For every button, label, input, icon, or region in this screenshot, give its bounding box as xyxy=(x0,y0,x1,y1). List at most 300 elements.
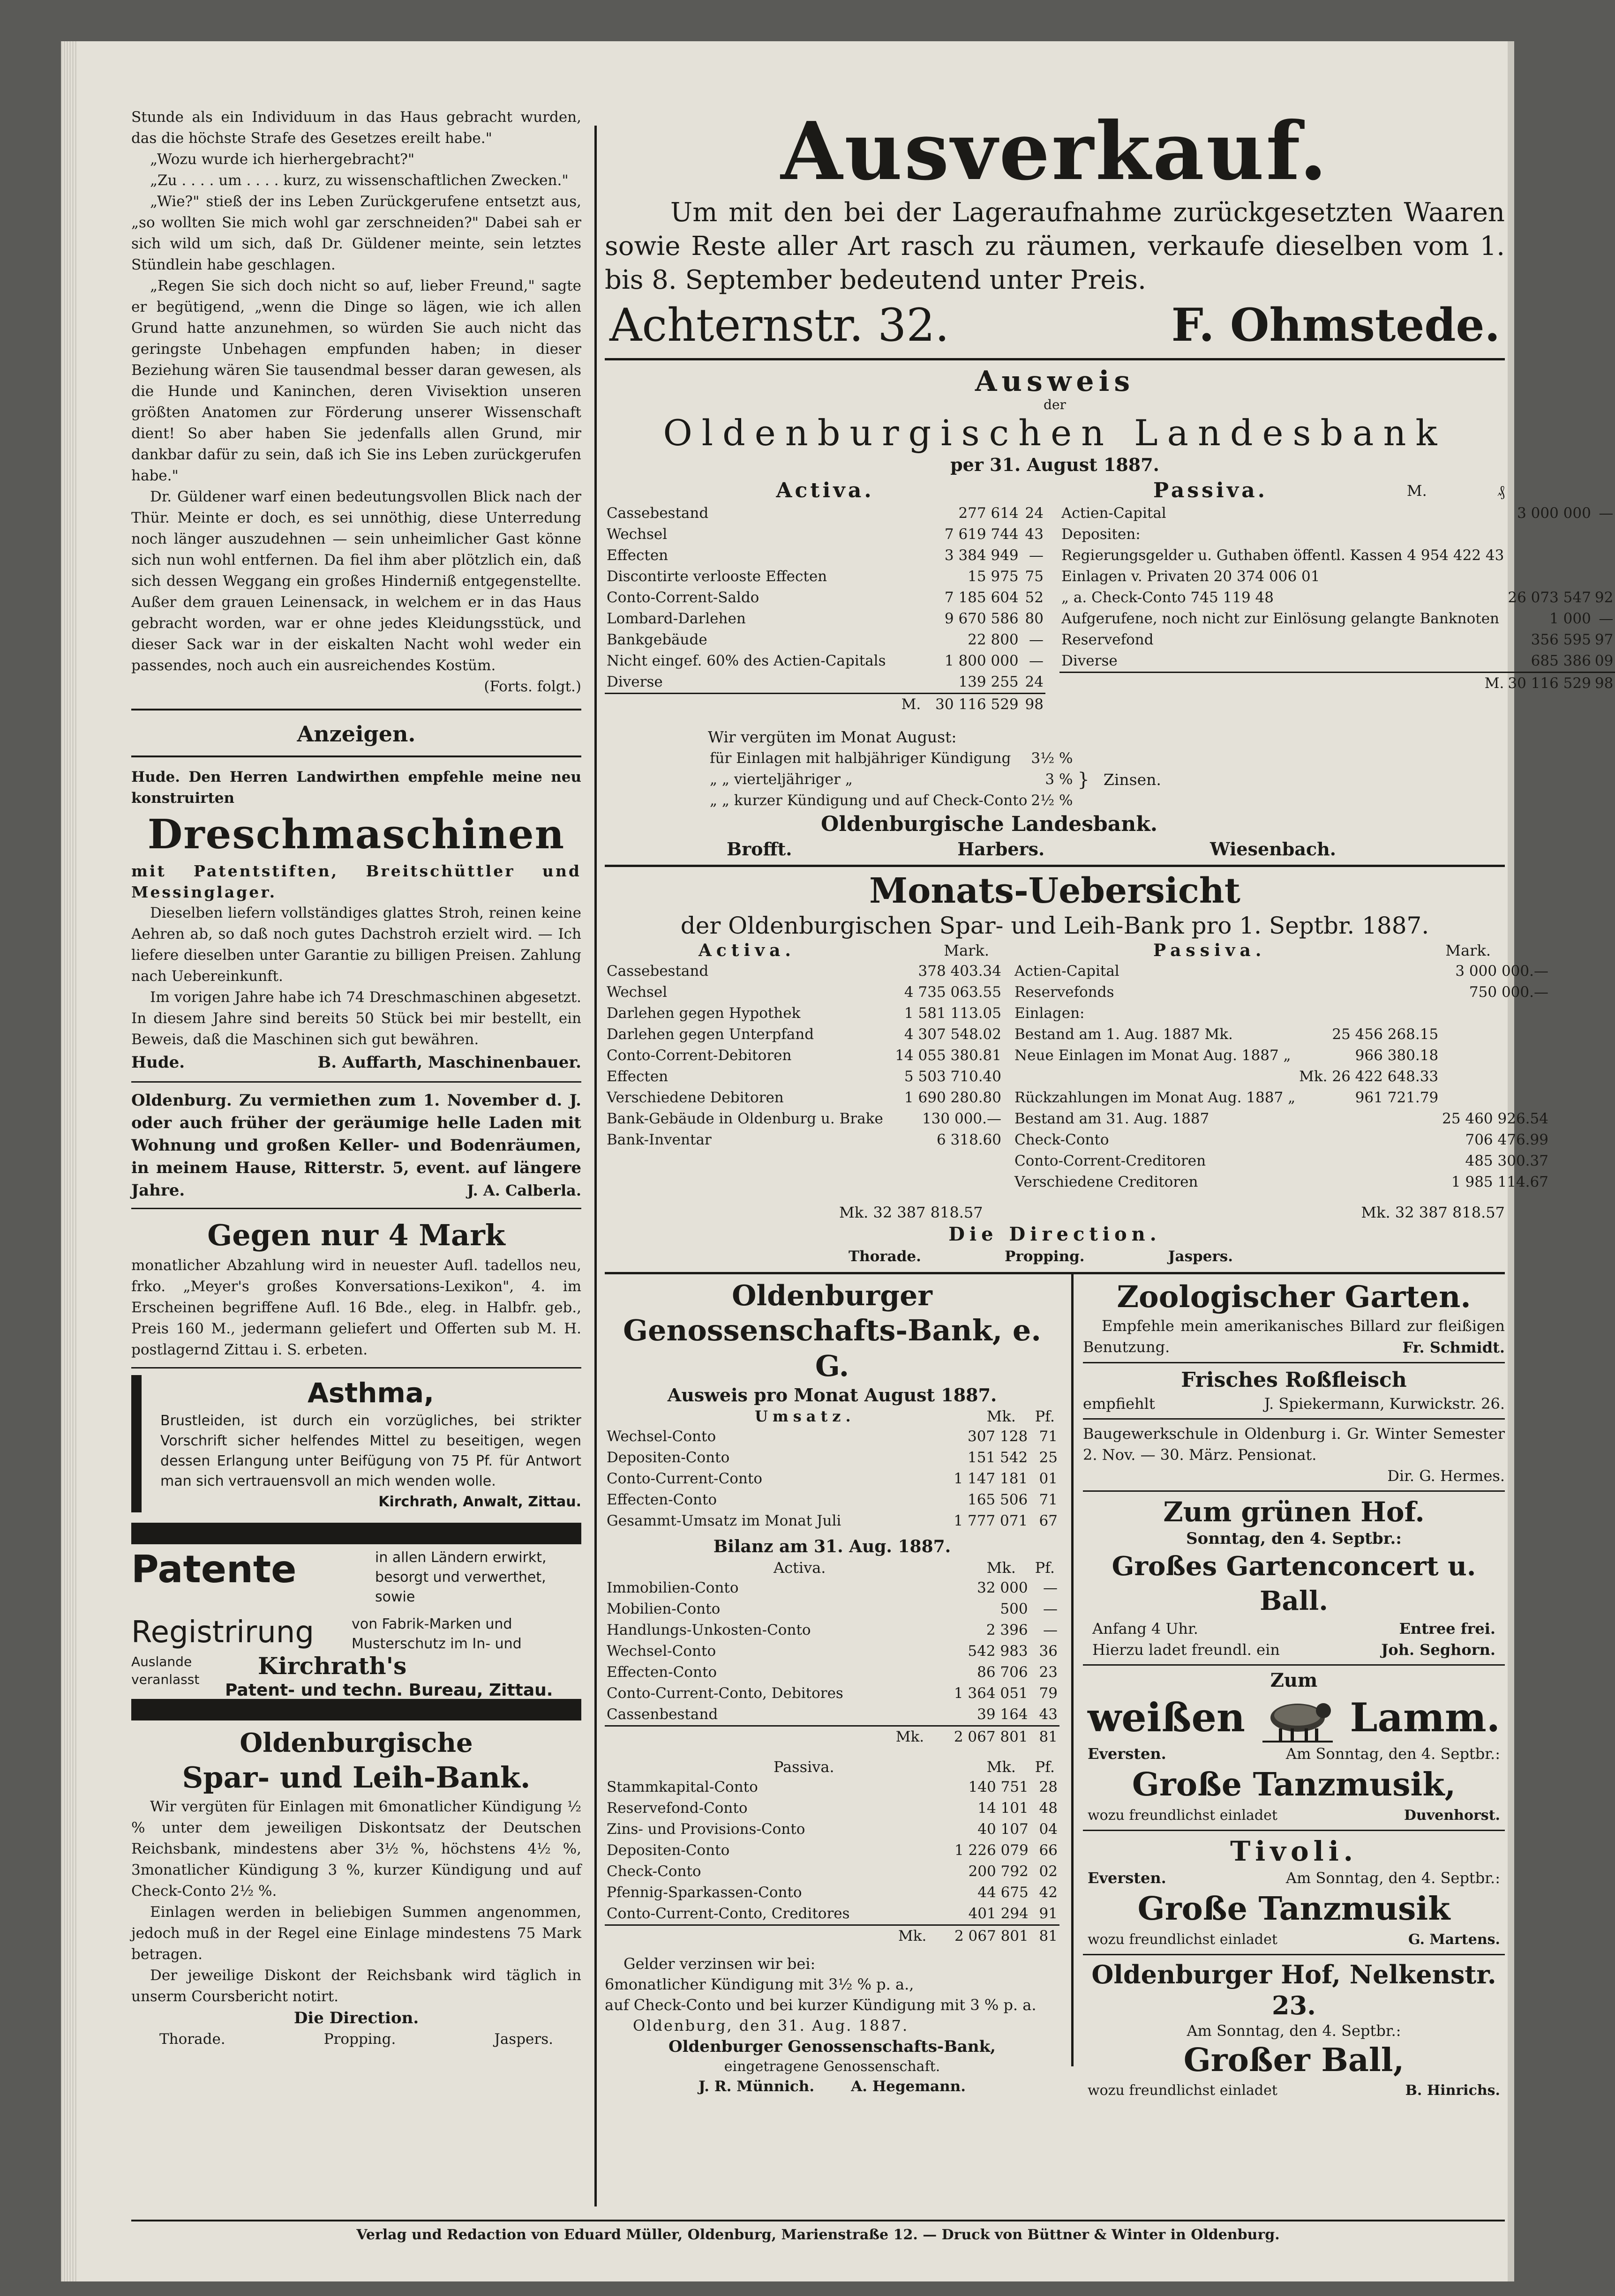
table-row xyxy=(1059,629,1615,651)
row-label: Effecten-Conto xyxy=(607,1491,717,1508)
divider xyxy=(1083,1830,1505,1831)
footer-line: auf Check-Conto und bei kurzer Kündigung mit 3 % p. a. xyxy=(605,1996,1037,2014)
row-label: Neue Einlagen im Monat Aug. 1887 „ xyxy=(1014,1047,1291,1064)
row-label: Conto-Corrent-Saldo xyxy=(607,589,759,606)
table-row xyxy=(605,545,1045,566)
row-pfennig: 75 xyxy=(1025,568,1044,585)
total-label: M. xyxy=(901,696,921,713)
ad-border-bar xyxy=(131,1523,581,1544)
unit-mk: Mk. xyxy=(986,1758,1016,1776)
row-label: Bank-Gebäude in Oldenburg u. Brake xyxy=(607,1110,883,1127)
ad-title: Oldenburgische xyxy=(240,1728,473,1758)
ad-title: Oldenburger Hof, Nelkenstr. 23. xyxy=(1091,1959,1496,2020)
ad-text: Wir vergüten für Einlagen mit 6monatlicher Kündigung ½ % unter dem jeweiligen Diskontsatz der Deutschen Reichsbank, mindestens aber 3½ %, höchstens 4½ %, 3monatlicher Kündigung 3 %, kurzer Kündigung und auf Check-Conto 2½ %. xyxy=(131,1798,581,1900)
row-mark: 139 255 xyxy=(958,673,1019,690)
ad-signature: Joh. Seghorn. xyxy=(1381,1641,1495,1659)
row-mark xyxy=(1506,545,1593,566)
row-label: Wechsel-Conto xyxy=(607,1428,716,1445)
table-row xyxy=(605,587,1045,608)
activa-heading: Activa. xyxy=(699,941,796,960)
row-mark: 685 386 xyxy=(1531,652,1591,669)
row-label: Reservefonds xyxy=(1014,984,1114,1001)
right-column xyxy=(605,105,1614,2221)
row-value xyxy=(1440,1024,1550,1045)
row-label: Effecten xyxy=(607,547,669,564)
ad-headline-2: Registrirung xyxy=(131,1615,314,1650)
row-label: Diverse xyxy=(607,673,663,690)
ad-text: Empfehle mein amerikanisches Billard zur fleißigen Benutzung. xyxy=(1083,1317,1505,1356)
ad-baugewerkschule xyxy=(1083,1423,1505,1487)
ad-sparbank xyxy=(131,1727,581,2050)
row-label: Wechsel xyxy=(607,984,668,1001)
row-value: 706 476.99 xyxy=(1465,1131,1548,1148)
ad-text: wozu freundlichst einladet xyxy=(1088,2082,1277,2099)
ad-intro: Hude. Den Herren Landwirthen empfehle meine neu konstruirten xyxy=(131,769,581,807)
signatory: Thorade. xyxy=(849,1248,921,1265)
row-label: Conto-Current-Conto, Creditores xyxy=(607,1905,850,1922)
statement-title: Oldenburger xyxy=(732,1279,932,1312)
row-label: Immobilien-Conto xyxy=(607,1579,739,1596)
row-label: Check-Conto xyxy=(607,1863,701,1880)
ad-signature: Dir. G. Hermes. xyxy=(1387,1467,1505,1485)
row-value: 25 460 926.54 xyxy=(1442,1110,1548,1127)
table-row xyxy=(605,629,1045,651)
table-row xyxy=(605,1489,1059,1511)
divider xyxy=(131,1367,581,1369)
row-label: Depositen: xyxy=(1061,526,1141,543)
row-sub xyxy=(1297,982,1440,1003)
ad-text: monatlicher Abzahlung wird in neuester Aufl. tadellos neu, frko. „Meyer's großes Konversations-Lexikon", 4. im Erscheinen begriffene Aufl. 16 Bde., eleg. in Halbfr. geb., Preis 160 M., jedermann geliefert und Offerten sub M. H. postlagernd Zittau i. S. erbeten. xyxy=(131,1257,581,1358)
row-pfennig: — xyxy=(1043,1579,1058,1596)
ad-address: Achternstr. 32. xyxy=(609,299,949,352)
ad-title: Frisches Roßfleisch xyxy=(1181,1368,1407,1392)
signatory: Jaspers. xyxy=(494,2031,553,2048)
row-value xyxy=(1440,1045,1550,1066)
statement-direction: Die Direction. xyxy=(948,1223,1161,1245)
row-pfennig: 24 xyxy=(1025,505,1044,522)
row-pfennig: 09 xyxy=(1594,652,1614,669)
row-pfennig: 43 xyxy=(1025,526,1044,543)
row-mark: 1 800 000 xyxy=(944,652,1019,669)
signatory: Harbers. xyxy=(957,838,1045,860)
divider xyxy=(1083,1362,1505,1363)
inner-column-divider xyxy=(1071,1274,1074,2066)
row-pfennig: 04 xyxy=(1039,1821,1058,1838)
row-mark: 15 975 xyxy=(968,568,1019,585)
ad-signature: Kirchrath, Anwalt, Zittau. xyxy=(378,1494,581,1510)
row-value: 4 735 063.55 xyxy=(904,984,1001,1001)
table-row xyxy=(605,1662,1059,1683)
ad-side-text: von Fabrik-Marken und Musterschutz im In- und xyxy=(352,1616,522,1652)
row-mark: 140 751 xyxy=(968,1779,1029,1795)
ad-date: Sonntag, den 4. Septbr.: xyxy=(1186,1529,1402,1548)
footer-bank: Oldenburger Genossenschafts-Bank, xyxy=(669,2037,996,2056)
table-row xyxy=(1013,1129,1550,1151)
statement-subtitle: Ausweis pro Monat August 1887. xyxy=(667,1384,997,1406)
story-line: „Wozu wurde ich hierhergebracht?" xyxy=(150,151,415,168)
ad-title: Ausverkauf. xyxy=(781,105,1329,198)
ad-text: Baugewerkschule in Oldenburg i. Gr. Winter Semester 2. Nov. — 30. März. Pensionat. xyxy=(1083,1425,1505,1464)
row-value: 6 318.60 xyxy=(936,1131,1001,1148)
row-pfennig: 92 xyxy=(1594,589,1614,606)
row-mark: 9 670 586 xyxy=(944,610,1019,627)
activa-block xyxy=(605,479,1045,715)
row-label: Darlehen gegen Hypothek xyxy=(607,1005,801,1022)
table-row xyxy=(1059,524,1615,545)
ad-text: Der jeweilige Diskont der Reichsbank wird täglich in unserm Coursbericht notirt. xyxy=(131,1967,581,2005)
divider xyxy=(131,709,581,710)
row-mark: 356 595 xyxy=(1531,631,1591,648)
total-pfennig: 81 xyxy=(1039,1728,1058,1745)
table-row xyxy=(1013,982,1550,1003)
ad-headline: Patente xyxy=(131,1548,297,1591)
total-mark: 2 067 801 xyxy=(954,1928,1029,1944)
row-value: 1 985 114.67 xyxy=(1451,1174,1548,1190)
table-row xyxy=(605,651,1045,672)
ad-title-right: Lamm. xyxy=(1350,1694,1500,1741)
ad-foot: Auslande veranlasst xyxy=(131,1654,200,1687)
ad-event: Großer Ball, xyxy=(1183,2042,1405,2079)
row-label: Check-Conto xyxy=(1014,1131,1109,1148)
row-value: 378 403.34 xyxy=(918,963,1001,980)
row-label: Conto-Corrent-Debitoren xyxy=(607,1047,792,1064)
ad-signature: G. Martens. xyxy=(1408,1931,1500,1948)
total-label: Mk. xyxy=(895,1728,924,1745)
activa-block xyxy=(605,940,1003,1193)
row-value xyxy=(1440,1003,1550,1024)
row-label: Discontirte verlooste Effecten xyxy=(607,568,827,585)
table-row xyxy=(605,1108,1003,1129)
row-pfennig: 80 xyxy=(1025,610,1044,627)
row-sub xyxy=(1297,961,1440,982)
story-line: Stunde als ein Individuum in das Haus gebracht wurden, das die höchste Strafe des Gesetzes ereilt habe." xyxy=(131,109,581,147)
ad-place: Hude. xyxy=(131,1053,185,1072)
row-pfennig xyxy=(1593,566,1615,587)
row-label: Bank-Inventar xyxy=(607,1131,712,1148)
row-mark: 39 164 xyxy=(977,1706,1028,1723)
row-label: Verschiedene Debitoren xyxy=(607,1089,784,1106)
ad-rossfleisch xyxy=(1083,1367,1505,1414)
rates-intro: Wir vergüten im Monat August: xyxy=(708,728,957,746)
row-pfennig: 52 xyxy=(1025,589,1044,606)
section-heading: Passiva. xyxy=(774,1758,834,1776)
row-mark: 542 983 xyxy=(968,1643,1028,1660)
ad-body: Dieselben liefern vollständiges glattes Stroh, reinen keine Aehren ab, so daß noch gutes Dachstroh erzielt wird. — Ich liefere dieselben unter Garantie zu billigen Preisen. Zahlung nach Uebereinkunft. xyxy=(131,905,581,985)
ad-zoo xyxy=(1083,1279,1505,1358)
row-pfennig: 24 xyxy=(1025,673,1044,690)
monats-uebersicht xyxy=(605,871,1548,1267)
ad-signature: J. A. Calberla. xyxy=(466,1182,581,1199)
story-line: „Zu . . . . um . . . . kurz, zu wissenschaftlichen Zwecken." xyxy=(150,172,569,189)
row-label xyxy=(1013,1066,1297,1087)
table-row xyxy=(1013,1045,1550,1066)
statement-title: Ausweis xyxy=(975,365,1135,398)
table-row xyxy=(605,1903,1059,1925)
passiva-block xyxy=(1059,479,1614,715)
row-sub: Mk. 26 422 648.33 xyxy=(1299,1068,1439,1085)
story-line: „Wie?" stieß der ins Leben Zurückgerufene entsetzt aus, „so wollten Sie mich wohl gar zerschneiden?" Dabei sah er sich wild um sich, daß Dr. Güldener meinte, sein letztes Stündlein habe geschlagen. xyxy=(131,193,581,273)
row-value xyxy=(1440,1087,1550,1108)
row-pfennig: 48 xyxy=(1039,1800,1058,1817)
row-value: 5 503 710.40 xyxy=(904,1068,1001,1085)
bank-signature: Oldenburgische Landesbank. xyxy=(820,812,1158,836)
row-mark: 1 000 xyxy=(1549,610,1591,627)
row-label: Conto-Corrent-Creditoren xyxy=(1014,1152,1206,1169)
signatory: Wiesenbach. xyxy=(1209,838,1336,860)
row-label: Lombard-Darlehen xyxy=(607,610,746,627)
row-label: Cassenbestand xyxy=(607,1706,718,1723)
total-mark: 30 116 529 xyxy=(935,696,1019,713)
row-value xyxy=(1440,1066,1550,1087)
row-value: 3 000 000.— xyxy=(1455,963,1548,980)
lamb-icon xyxy=(1258,1692,1337,1743)
unit-mark: M. xyxy=(1406,482,1427,500)
row-pfennig: 36 xyxy=(1039,1643,1058,1660)
table-row xyxy=(605,1087,1003,1108)
genossenschaft-statement xyxy=(605,1279,1059,2097)
signatory: Jaspers. xyxy=(1168,1248,1233,1265)
row-mark: 2 396 xyxy=(986,1622,1028,1638)
row-pfennig: — xyxy=(1043,1622,1058,1638)
divider xyxy=(131,755,581,757)
rate-value: 3½ % xyxy=(1031,750,1073,767)
ad-direction: Die Direction. xyxy=(293,2009,419,2027)
divider xyxy=(131,1208,581,1209)
statement-der: der xyxy=(1044,397,1066,412)
row-mark: 151 542 xyxy=(967,1449,1028,1466)
row-pfennig: 42 xyxy=(1039,1884,1058,1901)
ad-text: empfiehlt xyxy=(1083,1395,1155,1413)
row-pfennig: — xyxy=(1599,610,1614,627)
rate-label: „ „ kurzer Kündigung und auf Check-Conto xyxy=(710,792,1028,809)
section-heading: Bilanz am 31. Aug. 1887. xyxy=(713,1537,951,1556)
row-mark: 500 xyxy=(1000,1600,1028,1617)
ad-ausverkauf xyxy=(605,107,1505,353)
table-row xyxy=(605,1840,1059,1861)
story-continued: (Forts. folgt.) xyxy=(484,678,581,695)
total-pfennig: 98 xyxy=(1594,675,1614,692)
signatory: Propping. xyxy=(323,2031,396,2048)
left-column xyxy=(131,107,581,2216)
ad-firm: F. Ohmstede. xyxy=(1171,299,1500,352)
ad-side-text: in allen Ländern erwirkt, besorgt und verwerthet, sowie xyxy=(375,1549,547,1605)
row-mark: 165 506 xyxy=(967,1491,1028,1508)
row-label: Aufgerufene, noch nicht zur Einlösung gelangte Banknoten xyxy=(1061,610,1500,627)
table-row xyxy=(708,790,1074,811)
row-pfennig: — xyxy=(1599,505,1614,522)
ad-date: Am Sonntag, den 4. Septbr.: xyxy=(1285,1869,1500,1887)
table-row xyxy=(605,1129,1003,1151)
ad-place: Eversten. xyxy=(1088,1869,1166,1887)
row-label: Wechsel-Conto xyxy=(607,1643,716,1660)
row-mark: 40 107 xyxy=(977,1821,1029,1838)
unit-pf: Pf. xyxy=(1035,1407,1055,1425)
table-row xyxy=(605,524,1045,545)
table-row xyxy=(1059,503,1615,524)
ad-tivoli xyxy=(1083,1835,1505,1950)
table-row xyxy=(605,1599,1059,1620)
imprint: Verlag und Redaction von Eduard Müller, Oldenburg, Marienstraße 12. — Druck von Büttner & Winter in Oldenburg. xyxy=(356,2227,1280,2243)
row-pfennig: — xyxy=(1029,547,1044,564)
table-row xyxy=(605,1819,1059,1840)
row-label: Nicht eingef. 60% des Actien-Capitals xyxy=(607,652,886,669)
table-row xyxy=(605,608,1045,629)
statement-title-2: Genossenschafts-Bank, e. G. xyxy=(623,1313,1041,1383)
total-pfennig: 98 xyxy=(1025,696,1044,713)
activa-total: Mk. 32 387 818.57 xyxy=(839,1204,983,1221)
total-row xyxy=(605,694,1045,716)
ad-dreschmaschinen xyxy=(131,767,581,1075)
row-mark: 7 185 604 xyxy=(944,589,1019,606)
passiva-heading: Passiva. xyxy=(1153,941,1266,960)
table-row xyxy=(605,1024,1003,1045)
ad-text: wozu freundlichst einladet xyxy=(1088,1931,1277,1948)
ad-border-bar xyxy=(131,1699,581,1720)
ad-weissen-lamm xyxy=(1083,1669,1505,1826)
ad-title-2: Spar- und Leih-Bank. xyxy=(182,1760,531,1795)
row-label: Conto-Current-Conto, Debitores xyxy=(607,1685,843,1702)
anzeigen-heading: Anzeigen. xyxy=(297,721,416,747)
ad-headline: Asthma, xyxy=(307,1377,435,1409)
row-label: Reservefond-Conto xyxy=(607,1800,748,1817)
ad-zum: Zum xyxy=(1270,1669,1318,1691)
row-label: Effecten xyxy=(607,1068,669,1085)
table-row xyxy=(605,1045,1003,1066)
brace: } xyxy=(1077,769,1089,791)
small-ads-column xyxy=(1083,1279,1505,2101)
ad-headline: Dreschmaschinen xyxy=(147,811,565,858)
ad-text: Oldenburg. Zu vermiethen zum 1. November d. J. oder auch früher der geräumige helle Laden mit Wohnung und großen Keller- und Bodenräumen, in meinem Hause, Ritterstr. 5, event. auf längere Jahre. xyxy=(131,1091,581,1200)
row-mark: 1 147 181 xyxy=(954,1470,1028,1487)
ad-body: Im vorigen Jahre habe ich 74 Dreschmaschinen abgesetzt. In diesem Jahre sind bereits 50 Stück bei mir bestellt, ein Beweis, daß die Maschinen sich gut bewähren. xyxy=(131,989,581,1048)
table-row xyxy=(605,672,1045,694)
table-row xyxy=(1059,566,1615,587)
activa-heading: Activa. xyxy=(776,479,874,502)
rate-value: 2½ % xyxy=(1031,792,1073,809)
row-mark xyxy=(1506,524,1593,545)
statement-date: per 31. August 1887. xyxy=(950,454,1159,475)
row-sub xyxy=(1297,1172,1440,1193)
table-row xyxy=(1059,545,1615,566)
row-value: 1 690 280.80 xyxy=(904,1089,1001,1106)
ad-signature: Duvenhorst. xyxy=(1404,1807,1500,1824)
divider xyxy=(1083,1954,1505,1955)
row-sub xyxy=(1297,1108,1440,1129)
row-value: 130 000.— xyxy=(922,1110,1001,1127)
ad-event: Großes Gartenconcert u. Ball. xyxy=(1112,1551,1476,1616)
ad-title: Zum grünen Hof. xyxy=(1163,1496,1425,1528)
row-mark: 22 800 xyxy=(968,631,1019,648)
row-mark: 14 101 xyxy=(977,1800,1029,1817)
row-mark: 1 226 079 xyxy=(954,1842,1029,1859)
ad-text: Hierzu ladet freundl. ein xyxy=(1092,1641,1280,1659)
row-mark: 200 792 xyxy=(968,1863,1029,1880)
table-row xyxy=(1013,1172,1550,1193)
ad-signature: Fr. Schmidt. xyxy=(1402,1339,1505,1356)
story-line: „Regen Sie sich doch nicht so auf, lieber Freund," sagte er begütigend, „wenn die Dinge so lägen, wie ich allen Grund hatte anzunehmen, so würden Sie auch nicht das geringste Unbehagen empfunden haben; in dieser Beziehung wären Sie tausendmal besser daran gewesen, als die Hunde und Kaninchen, deren Vivisektion unseren größten Anatomen zur Förderung unserer Wissenschaft dient! So aber haben Sie jedenfalls allen Grund, mir dankbar dafür zu sein, daß ich Sie ins Leben zurückgerufen habe." xyxy=(131,277,581,484)
ad-signature: B. Hinrichs. xyxy=(1405,2082,1500,2099)
row-pfennig xyxy=(1593,545,1615,566)
table-row xyxy=(605,503,1045,524)
ad-text: wozu freundlichst einladet xyxy=(1088,1807,1277,1824)
total-pfennig: 81 xyxy=(1039,1928,1058,1944)
row-label: Einlagen: xyxy=(1014,1005,1085,1022)
row-sub: 966 380.18 xyxy=(1355,1047,1439,1064)
table-row xyxy=(708,769,1074,790)
row-label: Bankgebäude xyxy=(607,631,707,648)
footer-line: eingetragene Genossenschaft. xyxy=(724,2058,940,2075)
table-row xyxy=(1013,1003,1550,1024)
ad-event: Große Tanzmusik, xyxy=(1132,1766,1456,1803)
table-row xyxy=(1013,1108,1550,1129)
footer-line: Oldenburg, den 31. Aug. 1887. xyxy=(633,2017,909,2034)
row-pfennig: — xyxy=(1029,652,1044,669)
row-label: Depositen-Conto xyxy=(607,1449,730,1466)
row-pfennig: 43 xyxy=(1039,1706,1058,1723)
footer-line: 6monatlicher Kündigung mit 3½ % p. a., xyxy=(605,1975,914,1993)
row-mark xyxy=(1506,566,1593,587)
passiva-block xyxy=(1013,940,1548,1193)
table-row xyxy=(1013,1087,1550,1108)
table-row xyxy=(605,1641,1059,1662)
table-row xyxy=(605,982,1003,1003)
row-sub xyxy=(1297,1003,1440,1024)
rate-value: 3 % xyxy=(1045,771,1073,788)
row-label: Wechsel xyxy=(607,526,668,543)
page-edge-left xyxy=(61,41,78,2281)
footer-line: Gelder verzinsen wir bei: xyxy=(623,1955,816,1973)
statement-title: Monats-Uebersicht xyxy=(869,871,1240,911)
divider xyxy=(1083,1490,1505,1492)
row-value: 4 307 548.02 xyxy=(904,1026,1001,1043)
ad-patente xyxy=(131,1544,581,1699)
landesbank-statement xyxy=(605,365,1614,861)
ad-meyer xyxy=(131,1216,581,1361)
divider xyxy=(605,358,1505,360)
row-label: Reservefond xyxy=(1061,631,1154,648)
row-label: Gesammt-Umsatz im Monat Juli xyxy=(607,1512,841,1529)
ad-title: Tivoli. xyxy=(1230,1835,1358,1867)
ad-title-left: weißen xyxy=(1088,1694,1245,1741)
table-row xyxy=(1013,1024,1550,1045)
row-pfennig: 28 xyxy=(1039,1779,1058,1795)
divider xyxy=(605,865,1505,867)
ad-event: Große Tanzmusik xyxy=(1137,1890,1450,1928)
row-label: Zins- und Provisions-Conto xyxy=(607,1821,805,1838)
table-row xyxy=(1013,1066,1550,1087)
total-row xyxy=(1059,673,1615,695)
row-label: Einlagen v. Privaten 20 374 006 01 xyxy=(1061,568,1320,585)
row-mark: 3 384 949 xyxy=(944,547,1019,564)
passiva-heading: Passiva. xyxy=(1153,479,1268,502)
table-row xyxy=(605,1620,1059,1641)
ad-vermiethen xyxy=(131,1089,581,1201)
row-mark: 277 614 xyxy=(958,505,1019,522)
table-row xyxy=(1013,961,1550,982)
row-label: Verschiedene Creditoren xyxy=(1014,1174,1198,1190)
row-value: 485 300.37 xyxy=(1465,1152,1548,1169)
ad-text: Brustleiden, ist durch ein vorzügliches, bei strikter Vorschrift sicher helfendes Mittel zu beseitigen, wegen dessen Erlangung unter Beifügung von 75 Pf. für Antwort man sich vertrauensvoll an mich wenden wolle. xyxy=(160,1413,581,1489)
table-row xyxy=(605,1578,1059,1599)
rate-label: für Einlagen mit halbjähriger Kündigung xyxy=(710,750,1011,767)
row-mark: 44 675 xyxy=(977,1884,1029,1901)
total-mark: 2 067 801 xyxy=(954,1728,1028,1745)
row-pfennig: 71 xyxy=(1039,1491,1058,1508)
table-row xyxy=(605,1882,1059,1903)
row-pfennig: 01 xyxy=(1039,1470,1058,1487)
row-pfennig: — xyxy=(1043,1600,1058,1617)
table-row xyxy=(605,1447,1059,1468)
